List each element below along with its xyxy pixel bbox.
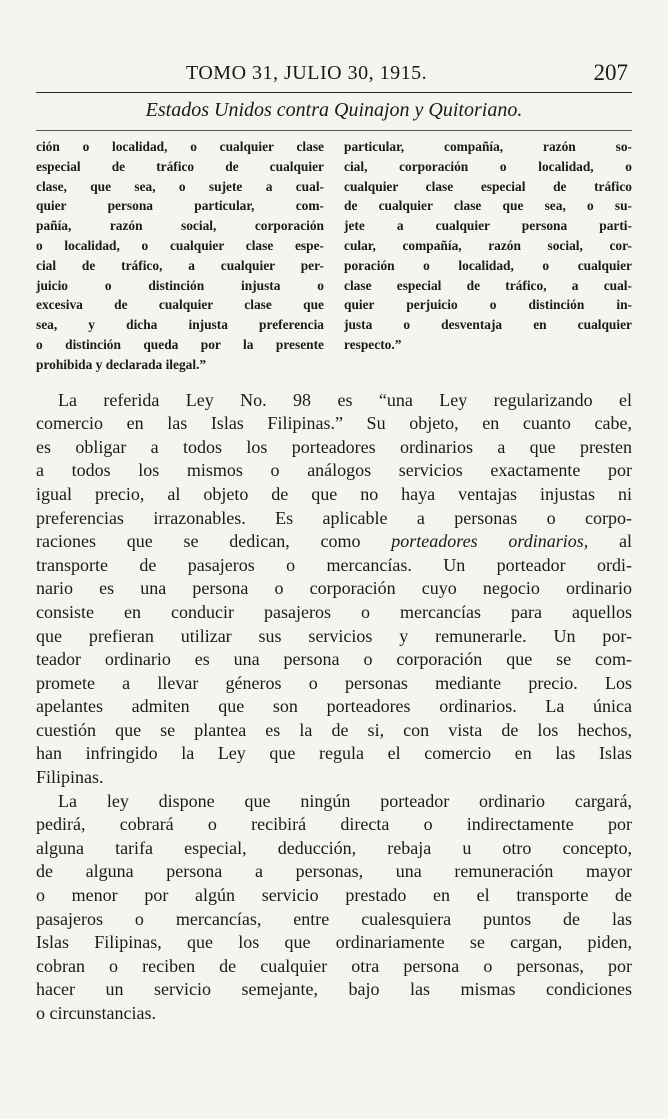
left-column-line: especial de tráfico de cualquier <box>36 158 324 174</box>
paragraph-line-text: al <box>588 531 632 552</box>
paragraph-line: La ley dispone que ningún porteador ordinario cargará, <box>58 790 632 811</box>
right-column-line: de cualquier clase que sea, o su- <box>344 198 632 214</box>
left-column-line: ción o localidad, o cualquier clase <box>36 139 324 154</box>
paragraph-line: o menor por algún servicio prestado en el transporte de <box>36 885 632 906</box>
paragraph-line: comercio en las Islas Filipinas.” Su objeto, en cuanto cabe, <box>36 413 632 434</box>
italic-term: porteadores ordinarios, <box>391 531 589 552</box>
left-column-line: pañía, razón social, corporación <box>36 218 324 234</box>
left-column-line: prohibida y declarada ilegal.” <box>36 356 207 372</box>
paragraph-line: teador ordinario es una persona o corporación que se com- <box>36 649 632 670</box>
paragraph-line: igual precio, al objeto de que no haya ventajas injustas ni <box>36 483 632 504</box>
paragraph-line: apelantes admiten que son porteadores ordinarios. La única <box>36 696 632 717</box>
right-column-line: cial, corporación o localidad, o <box>344 158 632 174</box>
right-column-line: cular, compañía, razón social, cor- <box>344 237 632 253</box>
paragraph-line: Islas Filipinas, que los que ordinariamente se cargan, piden, <box>36 932 632 953</box>
page-header <box>36 58 632 92</box>
right-column-line: respecto.” <box>344 336 402 352</box>
left-column-line: quier persona particular, com- <box>36 198 324 214</box>
paragraph-line: hacer un servicio semejante, bajo las mismas condiciones <box>36 979 632 1000</box>
paragraph-line: que prefieran utilizar sus servicios y remunerarle. Un por- <box>36 625 632 646</box>
right-column-line: justa o desventaja en cualquier <box>344 317 632 333</box>
left-column-line: o localidad, o cualquier clase espe- <box>36 237 324 253</box>
paragraph-line: promete a llevar géneros o personas mediante precio. Los <box>36 672 632 693</box>
paragraph-line-text: raciones que se dedican, como <box>36 531 392 552</box>
paragraph-line: transporte de pasajeros o mercancías. Un porteador ordi- <box>36 554 632 575</box>
right-column <box>344 137 632 375</box>
paragraph-line: La referida Ley No. 98 es “una Ley regularizando el <box>58 389 632 410</box>
two-column-quote <box>36 137 632 375</box>
page-number: 207 <box>593 60 628 85</box>
right-column-line: cualquier clase especial de tráfico <box>344 178 632 194</box>
right-column-line: particular, compañía, razón so- <box>344 139 632 154</box>
left-column-line: clase, que sea, o sujete a cual- <box>36 178 324 194</box>
right-column-line: jete a cualquier persona parti- <box>344 218 632 234</box>
paragraph-line: pedirá, cobrará o recibirá directa o indirectamente por <box>36 814 632 835</box>
paragraph-line <box>36 530 632 554</box>
left-column <box>36 137 324 375</box>
paragraph-line: Filipinas. <box>36 767 104 788</box>
left-column-line: sea, y dicha injusta preferencia <box>36 317 324 333</box>
right-column-line: clase especial de tráfico, a cual- <box>344 277 632 293</box>
paragraph-line: cobran o reciben de cualquier otra persona o personas, por <box>36 955 632 976</box>
paragraph-line: preferencias irrazonables. Es aplicable a personas o corpo- <box>36 507 632 528</box>
body-paragraph-2 <box>36 790 632 1026</box>
paragraph-line: nario es una persona o corporación cuyo negocio ordinario <box>36 578 632 599</box>
body-paragraph-1 <box>36 389 632 790</box>
paragraph-line: pasajeros o mercancías, entre cualesquiera puntos de las <box>36 908 632 929</box>
paragraph-line: consiste en conducir pasajeros o mercancías para aquellos <box>36 601 632 622</box>
paragraph-line: han infringido la Ley que regula el comercio en las Islas <box>36 743 632 764</box>
paragraph-line: alguna tarifa especial, deducción, rebaja u otro concepto, <box>36 837 632 858</box>
right-column-line: quier perjuicio o distinción in- <box>344 297 632 313</box>
paragraph-line: o circunstancias. <box>36 1003 156 1023</box>
paragraph-line: de alguna persona a personas, una remuneración mayor <box>36 861 632 882</box>
left-column-line: o distinción queda por la presente <box>36 336 324 352</box>
volume-date-heading: TOMO 31, JULIO 30, 1915. <box>186 62 428 84</box>
case-title: Estados Unidos contra Quinajon y Quitoriano. <box>145 99 523 121</box>
left-column-line: cial de tráfico, a cualquier per- <box>36 257 324 273</box>
left-column-line: juicio o distinción injusta o <box>36 277 324 293</box>
left-column-line: excesiva de cualquier clase que <box>36 297 324 313</box>
header-rule <box>36 92 632 93</box>
paragraph-line: cuestión que se plantea es la de si, con vista de los hechos, <box>36 719 632 740</box>
paragraph-line: a todos los mismos o análogos servicios exactamente por <box>36 460 632 481</box>
right-column-line: poración o localidad, o cualquier <box>344 257 632 273</box>
case-title-rule <box>36 130 632 131</box>
book-page <box>36 58 632 1026</box>
paragraph-line: es obligar a todos los porteadores ordinarios a que presten <box>36 436 632 457</box>
